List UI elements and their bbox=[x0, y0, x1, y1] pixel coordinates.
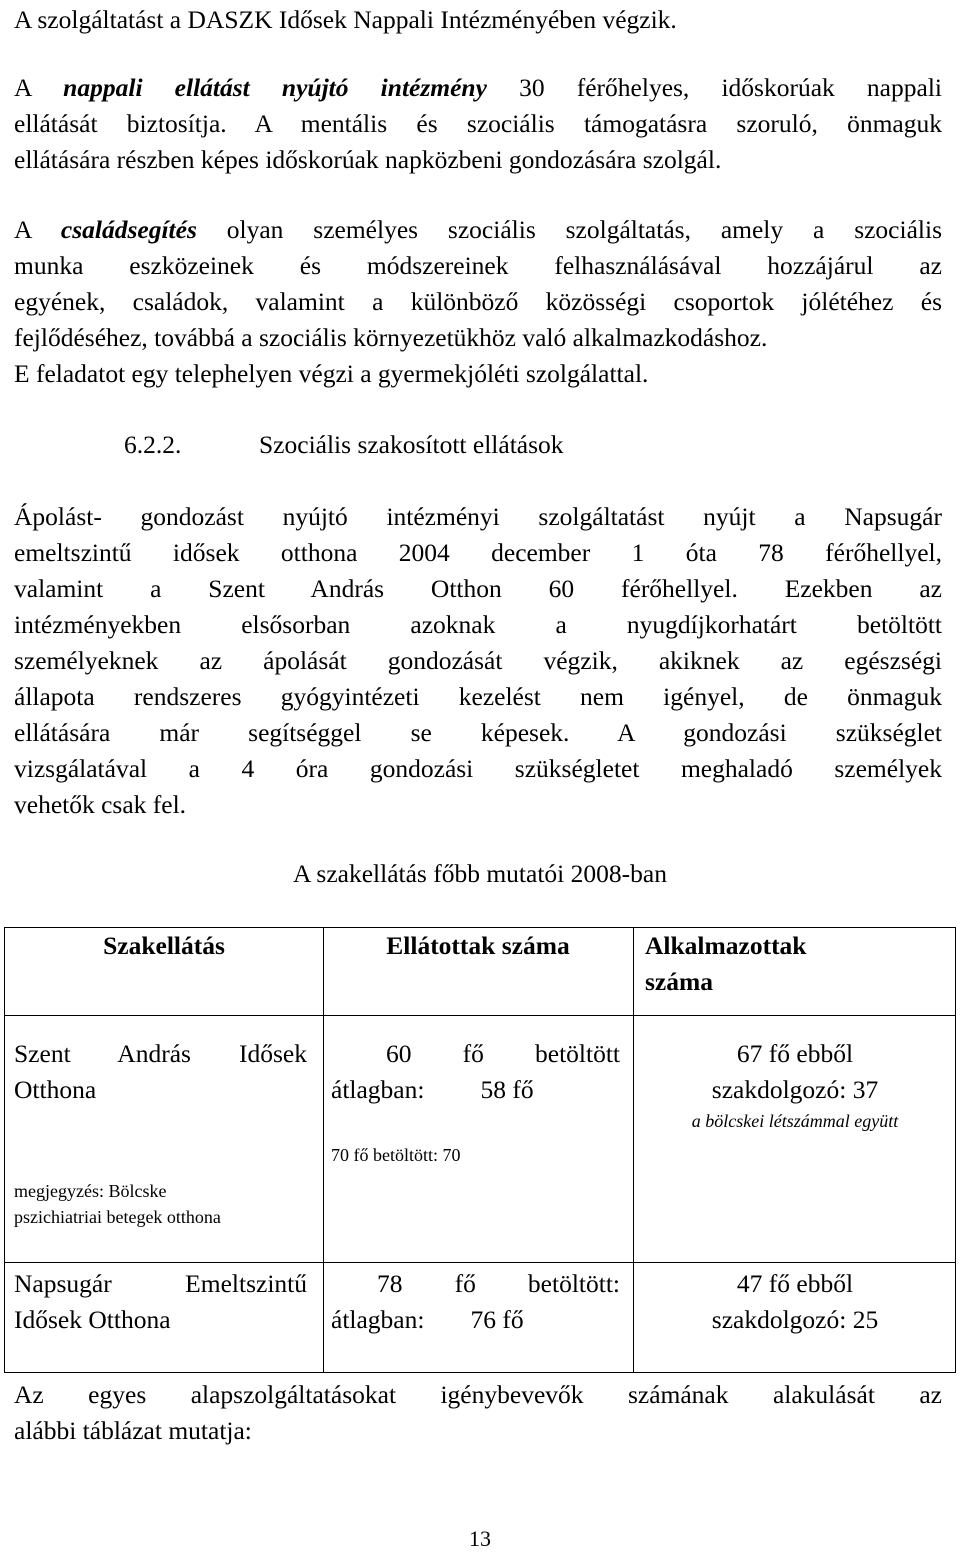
header-alkalmazottak bbox=[645, 928, 807, 1000]
paragraph-family-support bbox=[14, 212, 942, 392]
cell-line: 78 fő betöltött: bbox=[377, 1269, 620, 1298]
table-row-2-staff bbox=[633, 1266, 957, 1338]
cell-line: szakdolgozó: 37 bbox=[711, 1075, 879, 1104]
paragraph-day-care bbox=[14, 70, 942, 178]
row-divider bbox=[5, 1262, 955, 1263]
table-row-2-served bbox=[331, 1266, 620, 1338]
cell-line: Napsugár Emeltszintű bbox=[14, 1269, 307, 1298]
text-line: állapota rendszeres gyógyintézeti kezelést nem igényel, de önmaguk bbox=[14, 682, 942, 711]
emphasis-family-support: családsegítés bbox=[60, 215, 197, 244]
text-line: E feladatot egy telephelyen végzi a gyermekjóléti szolgálattal. bbox=[14, 359, 649, 388]
cell-line: 67 fő ebből bbox=[736, 1039, 854, 1068]
table-caption: A szakellátás főbb mutatói 2008-ban bbox=[293, 859, 667, 888]
text-line: A szolgáltatást a DASZK Idősek Nappali Intézményében végzik. bbox=[14, 5, 677, 34]
cell-text: átlagban: bbox=[331, 1075, 425, 1104]
cell-line: megjegyzés: Bölcske bbox=[14, 1181, 167, 1201]
text-line: Az egyes alapszolgáltatásokat igénybevevők számának alakulását az bbox=[14, 1380, 942, 1409]
text-line: vehetők csak fel. bbox=[14, 790, 187, 819]
text-run: olyan személyes szociális szolgáltatás, amely a szociális bbox=[196, 215, 942, 244]
text-run: A bbox=[14, 73, 64, 102]
table-row-1-name bbox=[14, 1036, 307, 1108]
table-row-1-served bbox=[331, 1036, 620, 1108]
cell-line bbox=[331, 1072, 620, 1108]
text-run: A bbox=[14, 215, 61, 244]
header-line: száma bbox=[645, 967, 713, 996]
text-line: személyeknek az ápolását gondozását végzik, akiknek az egészségi bbox=[14, 646, 942, 675]
column-divider bbox=[323, 928, 324, 1372]
cell-line: Idősek Otthona bbox=[14, 1305, 171, 1334]
text-line: ellátására részben képes időskorúak napközbeni gondozására szolgál. bbox=[14, 145, 722, 174]
header-szakellatas: Szakellátás bbox=[103, 931, 225, 960]
text-line bbox=[14, 70, 942, 106]
text-line: emeltszintű idősek otthona 2004 december 1 óta 78 férőhellyel, bbox=[14, 538, 942, 567]
cell-line: 60 fő betöltött bbox=[386, 1039, 620, 1068]
cell-text: 58 fő bbox=[480, 1075, 534, 1104]
paragraph-table-intro bbox=[14, 1377, 942, 1449]
row-divider bbox=[5, 1015, 955, 1016]
section-heading bbox=[124, 427, 564, 463]
table-row-2-name bbox=[14, 1266, 307, 1338]
text-line: ellátására már segítséggel se képesek. A gondozási szükséglet bbox=[14, 718, 942, 747]
header-ellatottak: Ellátottak száma bbox=[386, 931, 570, 960]
emphasis-day-care-institution: nappali ellátást nyújtó intézmény bbox=[63, 73, 487, 102]
paragraph-specialized-care bbox=[14, 499, 942, 823]
text-line: valamint a Szent András Otthon 60 férőhellyel. Ezekben az bbox=[14, 574, 942, 603]
text-line: intézményekben elsősorban azoknak a nyugdíjkorhatárt betöltött bbox=[14, 610, 942, 639]
specialized-care-table bbox=[4, 927, 956, 1373]
cell-text: 76 fő bbox=[470, 1305, 524, 1334]
section-title: Szociális szakosított ellátások bbox=[259, 430, 564, 459]
text-line: munka eszközeinek és módszereinek felhasználásával hozzájárul az bbox=[14, 251, 942, 280]
text-line: vizsgálatával a 4 óra gondozási szükségletet meghaladó személyek bbox=[14, 754, 942, 783]
cell-text: átlagban: bbox=[331, 1305, 425, 1334]
text-line: alábbi táblázat mutatja: bbox=[14, 1416, 252, 1445]
table-row-1-served-note: 70 fő betöltött: 70 bbox=[331, 1145, 461, 1165]
text-line: Ápolást- gondozást nyújtó intézményi szolgáltatást nyújt a Napsugár bbox=[14, 502, 942, 531]
table-row-1-staff bbox=[633, 1036, 957, 1134]
paragraph-day-care-location bbox=[14, 2, 942, 38]
table-row-1-note bbox=[14, 1178, 314, 1230]
text-run: 30 férőhelyes, időskorúak nappali bbox=[486, 73, 942, 102]
cell-line bbox=[331, 1302, 620, 1338]
text-line: fejlődéséhez, továbbá a szociális környezetükhöz való alkalmazkodáshoz. bbox=[14, 323, 768, 352]
cell-note: a bölcskei létszámmal együtt bbox=[691, 1111, 899, 1131]
cell-line: pszichiatriai betegek otthona bbox=[14, 1207, 221, 1227]
page-number: 13 bbox=[469, 1526, 491, 1551]
cell-line: Szent András Idősek bbox=[14, 1039, 307, 1068]
cell-line: Otthona bbox=[14, 1075, 97, 1104]
section-number: 6.2.2. bbox=[124, 430, 182, 459]
header-line: Alkalmazottak bbox=[645, 931, 807, 960]
cell-line: szakdolgozó: 25 bbox=[711, 1305, 879, 1334]
text-line bbox=[14, 212, 942, 248]
text-line: ellátását biztosítja. A mentális és szociális támogatásra szoruló, önmaguk bbox=[14, 109, 942, 138]
text-line: egyének, családok, valamint a különböző közösségi csoportok jólétéhez és bbox=[14, 287, 942, 316]
cell-line: 47 fő ebből bbox=[736, 1269, 854, 1298]
